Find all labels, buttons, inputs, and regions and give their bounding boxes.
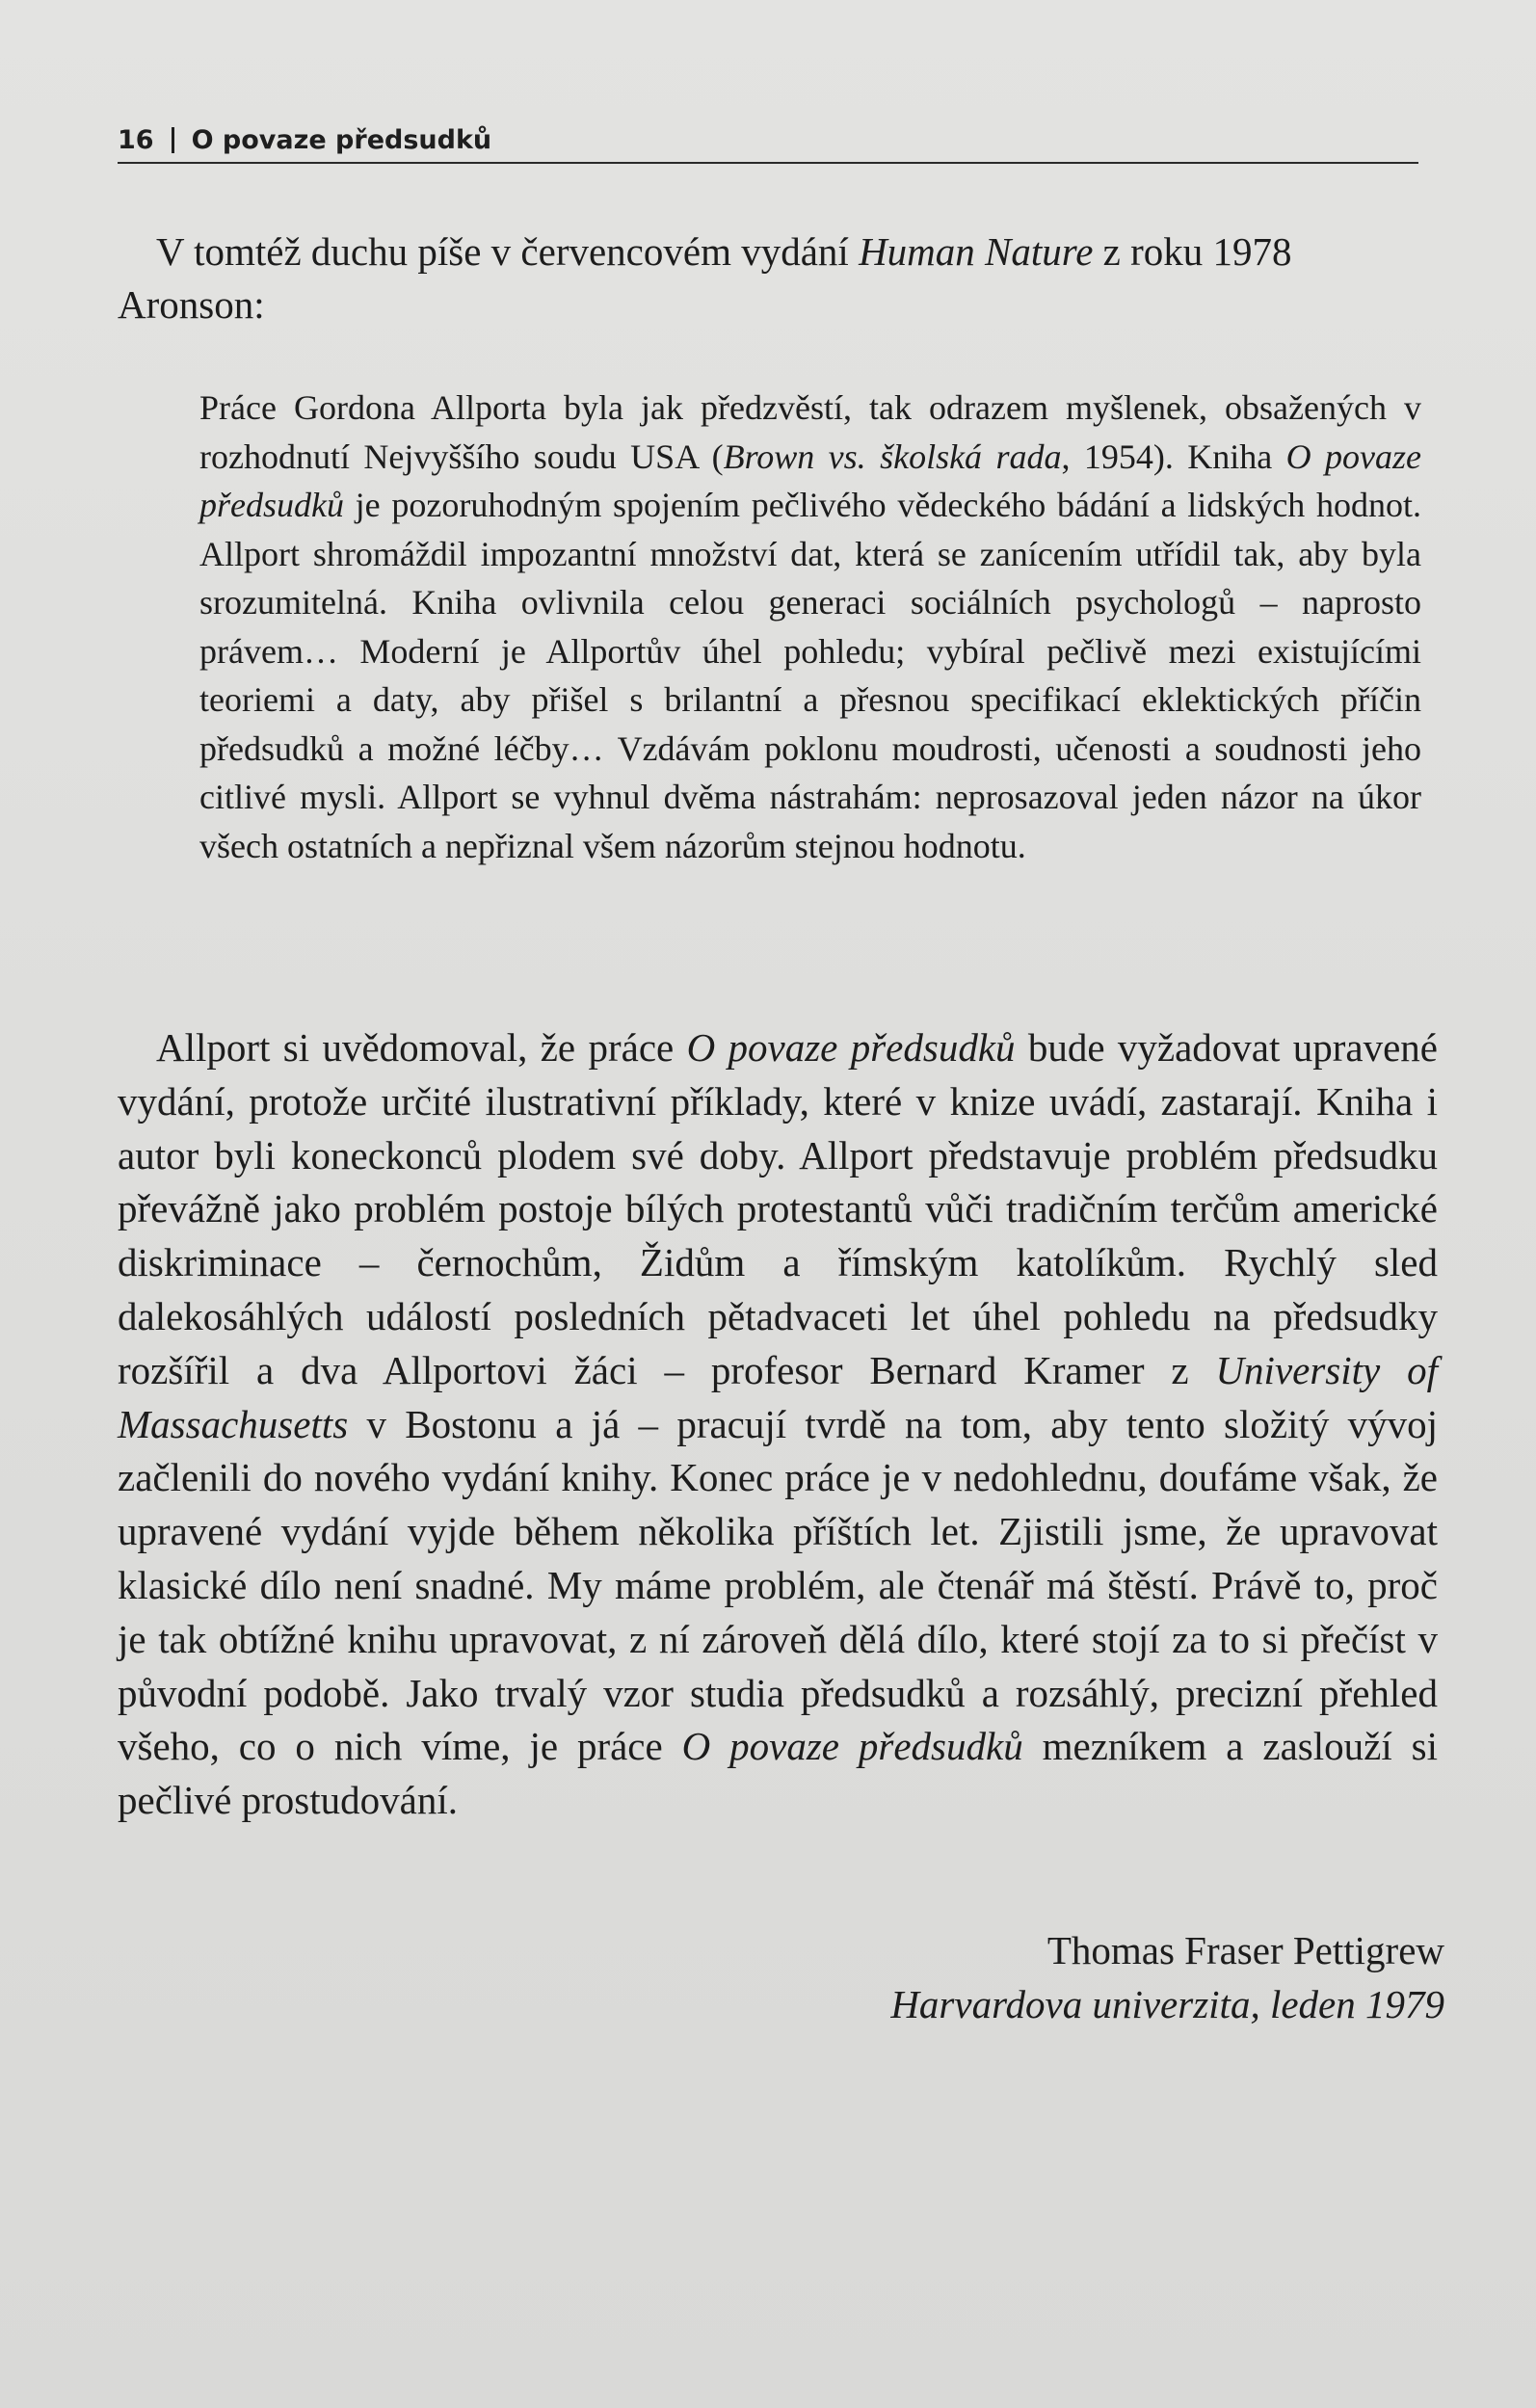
book-title-2: O povaze předsudků [681, 1724, 1023, 1769]
intro-text-before: V tomtéž duchu píše v červencovém vydání [156, 229, 860, 274]
quote-part-1: Práce Gordona Allporta byla jak předzvěstí, tak odrazem myšlenek, obsažených v rozhodnutí Nejvyššího soudu USA ( [199, 388, 1421, 476]
quote-part-2: , 1954). Kniha [1061, 437, 1286, 476]
court-case-name: Brown vs. školská rada [723, 437, 1062, 476]
author-name: Thomas Fraser Pettigrew [1046, 1928, 1444, 1972]
body-paragraph [118, 1021, 1438, 1828]
body-part-4: mezníkem a zaslouží si pečlivé prostudování. [118, 1724, 1438, 1823]
body-part-1: Allport si uvědomoval, že práce [156, 1025, 687, 1070]
header-separator [172, 127, 174, 153]
running-head [118, 123, 1418, 164]
signature-block [890, 1923, 1444, 2031]
book-title-in-quote: O povaze předsudků [199, 437, 1422, 524]
quote-part-3: je pozoruhodným spojením pečlivého vědeckého bádání a lidských hodnot. Allport shromáždil impozantní množství dat, která se zanícením utřídil tak, aby byla srozumitelná. Kniha ovlivnila celou generaci sociálních psychologů – naprosto právem… Moderní je Allportův úhel pohledu; vybíral pečlivě mezi existujícími teoriemi a daty, aby přišel s brilantní a přesnou specifikací eklektických příčin předsudků a možné léčby… Vzdávám poklonu moudrosti, učenosti a soudnosti jeho citlivé mysli. Allport se vyhnul dvěma nástrahám: neprosazoval jeden názor na úkor všech ostatních a nepřiznal všem názorům stejnou hodnotu. [199, 486, 1421, 865]
chapter-title: O povaze předsudků [191, 125, 492, 155]
university-name: University of Massachusetts [118, 1347, 1438, 1446]
intro-paragraph [118, 225, 1414, 331]
page-number: 16 [118, 125, 154, 155]
author-affiliation: Harvardova univerzita, leden 1979 [890, 1982, 1444, 2026]
block-quote [199, 384, 1421, 870]
body-part-3: v Bostonu a já – pracují tvrdě na tom, aby tento složitý vývoj začlenili do nového vydání knihy. Konec práce je v nedohlednu, doufáme však, že upravené vydání vyjde během několika příštích let. Zjistili jsme, že upravovat klasické dílo není snadné. My máme problém, ale čtenář má štěstí. Právě to, proč je tak obtížné knihu upravovat, z ní zároveň dělá dílo, které stojí za to si přečíst v původní podobě. Jako trvalý vzor studia předsudků a rozsáhlý, precizní přehled všeho, co o nich víme, je práce [118, 1401, 1438, 1769]
book-title-1: O povaze předsudků [686, 1025, 1016, 1070]
body-part-2: bude vyžadovat upravené vydání, protože určité ilustrativní příklady, které v knize uvádí, zastarají. Kniha i autor byli koneckonců plodem své doby. Allport představuje problém předsudku převážně jako problém postoje bílých protestantů vůči tradičním terčům americké diskriminace – černochům, Židům a římským katolíkům. Rychlý sled dalekosáhlých událostí posledních pětadvaceti let úhel pohledu na předsudky rozšířil a dva Allportovi žáci – profesor Bernard Kramer z [118, 1025, 1438, 1392]
intro-text-after: z roku 1978 Aronson: [118, 229, 1292, 327]
magazine-title: Human Nature [859, 229, 1094, 274]
